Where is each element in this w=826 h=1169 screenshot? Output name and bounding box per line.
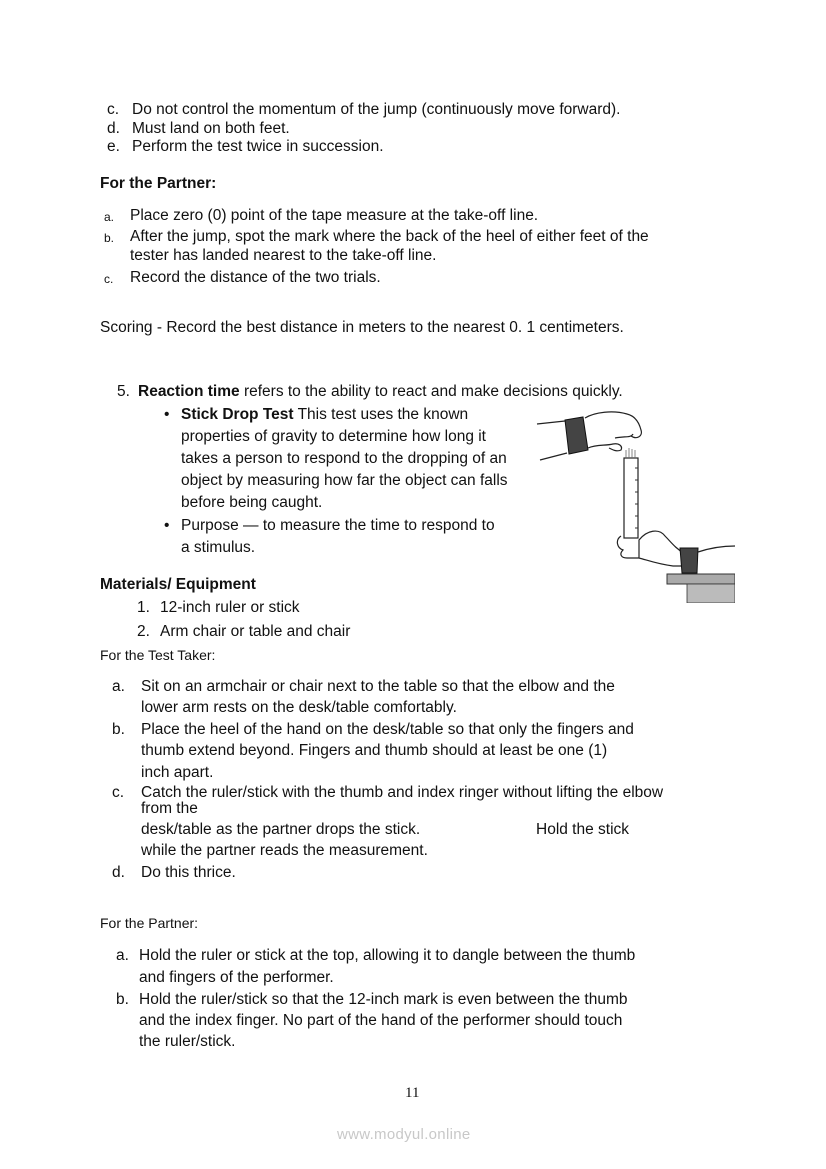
list-item-continued: inch apart. [141, 764, 214, 781]
list-marker: c. [107, 101, 120, 118]
list-marker: b. [112, 721, 125, 738]
reaction-term: Reaction time [138, 383, 240, 400]
list-marker: b. [104, 231, 115, 245]
list-item: Must land on both feet. [132, 120, 290, 137]
bullet-line: before being caught. [181, 494, 323, 511]
list-item: Hold the ruler or stick at the top, allowing it to dangle between the thumb [139, 947, 636, 964]
list-item-continued: Hold the stick [536, 821, 630, 838]
stick-drop-test-illustration [535, 408, 735, 603]
list-item-continued: from the [141, 800, 198, 817]
list-item-continued: while the partner reads the measurement. [141, 842, 428, 859]
list-item-continued: thumb extend beyond. Fingers and thumb should at least be one (1) [141, 742, 608, 759]
page-number: 11 [405, 1085, 420, 1101]
list-item: Arm chair or table and chair [160, 623, 351, 640]
list-marker: e. [107, 138, 120, 155]
bullet-line: takes a person to respond to the dropping of an [181, 450, 507, 467]
bullet-term: Stick Drop Test [181, 406, 294, 423]
list-item-continued: and fingers of the performer. [139, 969, 334, 986]
list-marker: a. [116, 947, 129, 964]
reaction-number: 5. [117, 383, 130, 400]
list-item: Record the distance of the two trials. [130, 269, 381, 286]
list-item-continued: the ruler/stick. [139, 1033, 236, 1050]
list-item-continued: lower arm rests on the desk/table comfortably. [141, 699, 457, 716]
list-item: Do this thrice. [141, 864, 236, 881]
materials-heading: Materials/ Equipment [100, 576, 256, 593]
list-item: Do not control the momentum of the jump (continuously move forward). [132, 101, 621, 118]
list-item: Place zero (0) point of the tape measure at the take-off line. [130, 207, 539, 224]
list-item: Perform the test twice in succession. [132, 138, 384, 155]
bullet-line: object by measuring how far the object can falls [181, 472, 508, 489]
list-item: After the jump, spot the mark where the back of the heel of either feet of the [130, 228, 649, 245]
bullet-line [181, 406, 525, 424]
reaction-definition [138, 383, 623, 401]
reaction-definition-text: refers to the ability to react and make decisions quickly. [239, 383, 623, 400]
list-item-continued: desk/table as the partner drops the stick. [141, 821, 421, 838]
list-marker: 2. [137, 623, 150, 640]
list-item-continued: and the index finger. No part of the hand of the performer should touch [139, 1012, 623, 1029]
test-taker-heading: For the Test Taker: [100, 647, 216, 663]
scoring-text: Scoring - Record the best distance in meters to the nearest 0. 1 centimeters. [100, 319, 624, 336]
bullet-text: This test uses the known [293, 406, 469, 423]
bullet-line: Purpose — to measure the time to respond to [181, 517, 495, 534]
jump-partner-heading: For the Partner: [100, 175, 217, 192]
bullet-line: properties of gravity to determine how long it [181, 428, 486, 445]
list-marker: 1. [137, 599, 150, 616]
list-marker: c. [104, 272, 114, 286]
list-marker: c. [112, 784, 125, 801]
list-item-continued: tester has landed nearest to the take-off line. [130, 247, 437, 264]
list-marker: b. [116, 991, 129, 1008]
list-item: Place the heel of the hand on the desk/table so that only the fingers and [141, 721, 634, 738]
watermark-link[interactable]: www.modyul.online [337, 1126, 471, 1143]
list-marker: a. [104, 210, 115, 224]
bullet-icon: • [164, 406, 170, 423]
list-item: Hold the ruler/stick so that the 12-inch mark is even between the thumb [139, 991, 628, 1008]
list-item: Sit on an armchair or chair next to the table so that the elbow and the [141, 678, 615, 695]
list-marker: d. [107, 120, 120, 137]
list-marker: a. [112, 678, 125, 695]
partner-heading: For the Partner: [100, 915, 199, 931]
list-item: 12-inch ruler or stick [160, 599, 300, 616]
bullet-line: a stimulus. [181, 539, 256, 556]
list-marker: d. [112, 864, 125, 881]
list-item: Catch the ruler/stick with the thumb and index ringer without lifting the elbow [141, 784, 664, 801]
bullet-icon: • [164, 517, 170, 534]
